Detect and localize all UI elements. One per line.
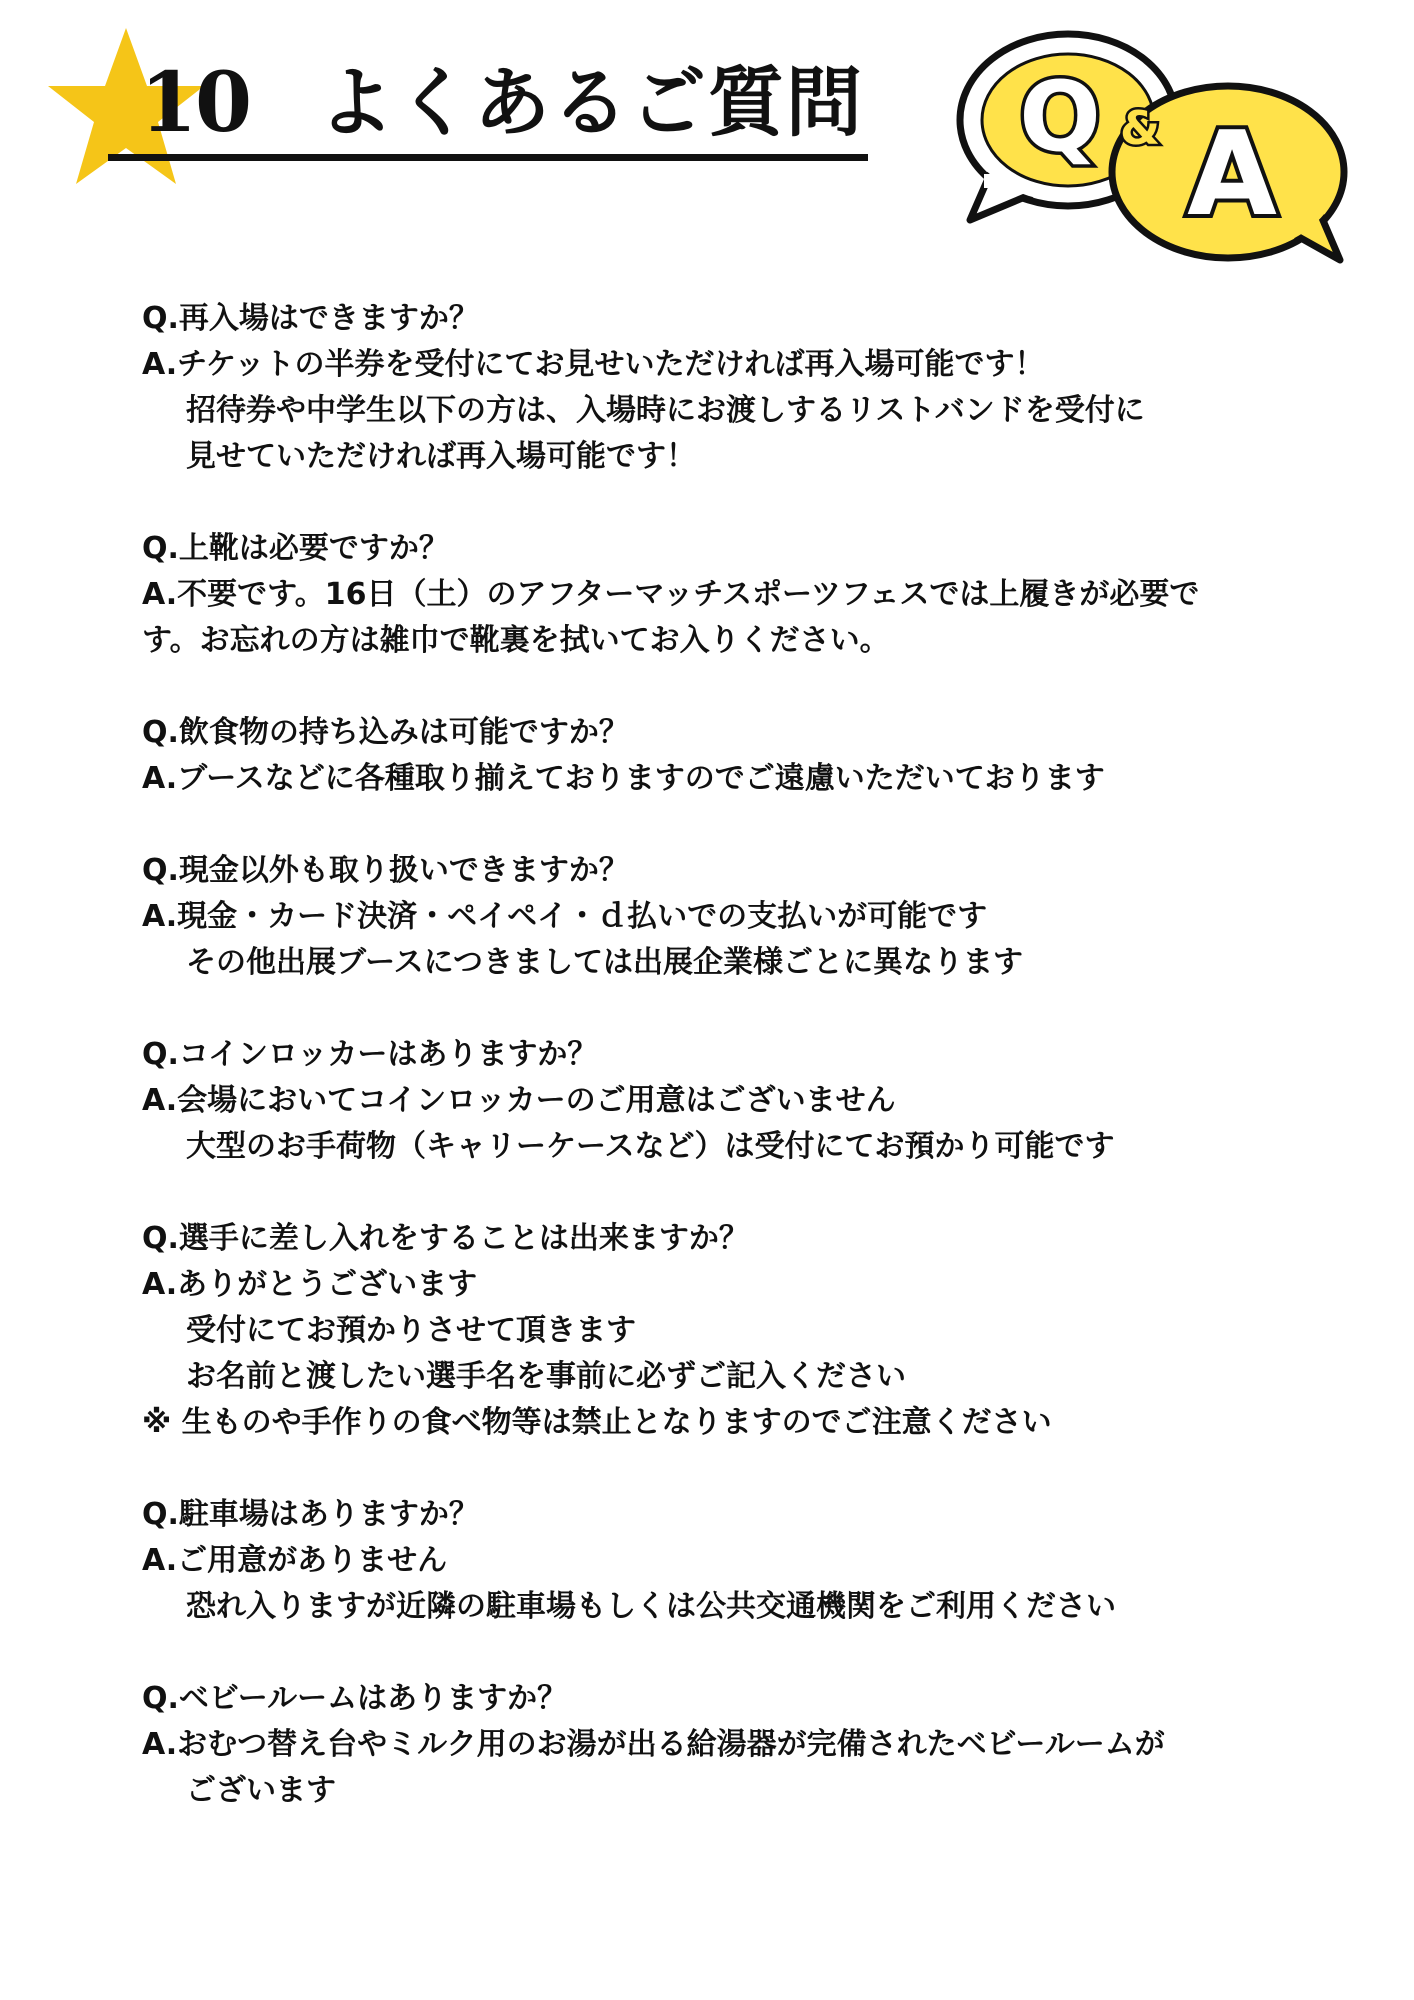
faq-answer: A.チケットの半券を受付にてお見せいただければ再入場可能です！	[142, 347, 1045, 382]
faq-question: Q.現金以外も取り扱いできますか？	[142, 853, 629, 888]
faq-answer: A.ブースなどに各種取り揃えておりますのでご遠慮いただいております	[142, 761, 1105, 796]
page-title: よくあるご質問	[318, 58, 864, 147]
faq-question: Q.コインロッカーはありますか？	[142, 1037, 598, 1072]
badge-amp: &	[1119, 101, 1161, 155]
faq-question: Q.上靴は必要ですか？	[142, 531, 449, 566]
page-header	[0, 0, 1414, 280]
faq-answer-line: 見せていただければ再入場可能です！	[186, 439, 696, 474]
faq-question: Q.ベビールームはありますか？	[142, 1681, 568, 1716]
faq-note: ※ 生ものや手作りの食べ物等は禁止となりますのでご注意ください	[142, 1405, 1052, 1440]
faq-answer: A.不要です。16日（土）のアフターマッチスポーツフェスでは上履きが必要で	[142, 577, 1200, 612]
faq-item-baby-room	[142, 1676, 1342, 1814]
faq-answer-line: お名前と渡したい選手名を事前に必ずご記入ください	[186, 1359, 906, 1394]
faq-question: Q.駐車場はありますか？	[142, 1497, 479, 1532]
faq-answer-line: 受付にてお預かりさせて頂きます	[186, 1313, 636, 1348]
faq-item-payment	[142, 848, 1342, 986]
faq-answer-line: その他出展ブースにつきましては出展企業様ごとに異なります	[186, 945, 1023, 980]
faq-item-lockers	[142, 1032, 1342, 1170]
faq-answer: A.ありがとうございます	[142, 1267, 478, 1302]
faq-question: Q.選手に差し入れをすることは出来ますか？	[142, 1221, 749, 1256]
badge-a-letter: A	[1187, 107, 1277, 242]
faq-question: Q.再入場はできますか？	[142, 301, 479, 336]
faq-item-gifts	[142, 1216, 1342, 1446]
faq-item-indoor-shoes	[142, 526, 1342, 664]
qa-badge-icon	[950, 24, 1360, 272]
faq-answer: A.ご用意がありません	[142, 1543, 448, 1578]
faq-answer-line: 恐れ入りますが近隣の駐車場もしくは公共交通機関をご利用ください	[186, 1589, 1116, 1624]
faq-answer-wrap: す。お忘れの方は雑巾で靴裏を拭いてお入りください。	[142, 623, 890, 658]
faq-question: Q.飲食物の持ち込みは可能ですか？	[142, 715, 629, 750]
faq-item-parking	[142, 1492, 1342, 1630]
section-number: 10	[140, 55, 251, 151]
badge-q-letter: Q	[1019, 61, 1101, 173]
faq-answer: A.おむつ替え台やミルク用のお湯が出る給湯器が完備されたベビールームが	[142, 1727, 1165, 1762]
faq-list	[142, 296, 1342, 1860]
faq-item-reentry	[142, 296, 1342, 480]
faq-answer-line: ございます	[186, 1773, 336, 1808]
faq-answer: A.会場においてコインロッカーのご用意はございません	[142, 1083, 896, 1118]
faq-item-food	[142, 710, 1342, 802]
faq-answer: A.現金・カード決済・ペイペイ・ｄ払いでの支払いが可能です	[142, 899, 988, 934]
title-underline	[108, 154, 868, 161]
faq-answer-line: 招待券や中学生以下の方は、入場時にお渡しするリストバンドを受付に	[186, 393, 1145, 428]
faq-answer-line: 大型のお手荷物（キャリーケースなど）は受付にてお預かり可能です	[186, 1129, 1115, 1164]
